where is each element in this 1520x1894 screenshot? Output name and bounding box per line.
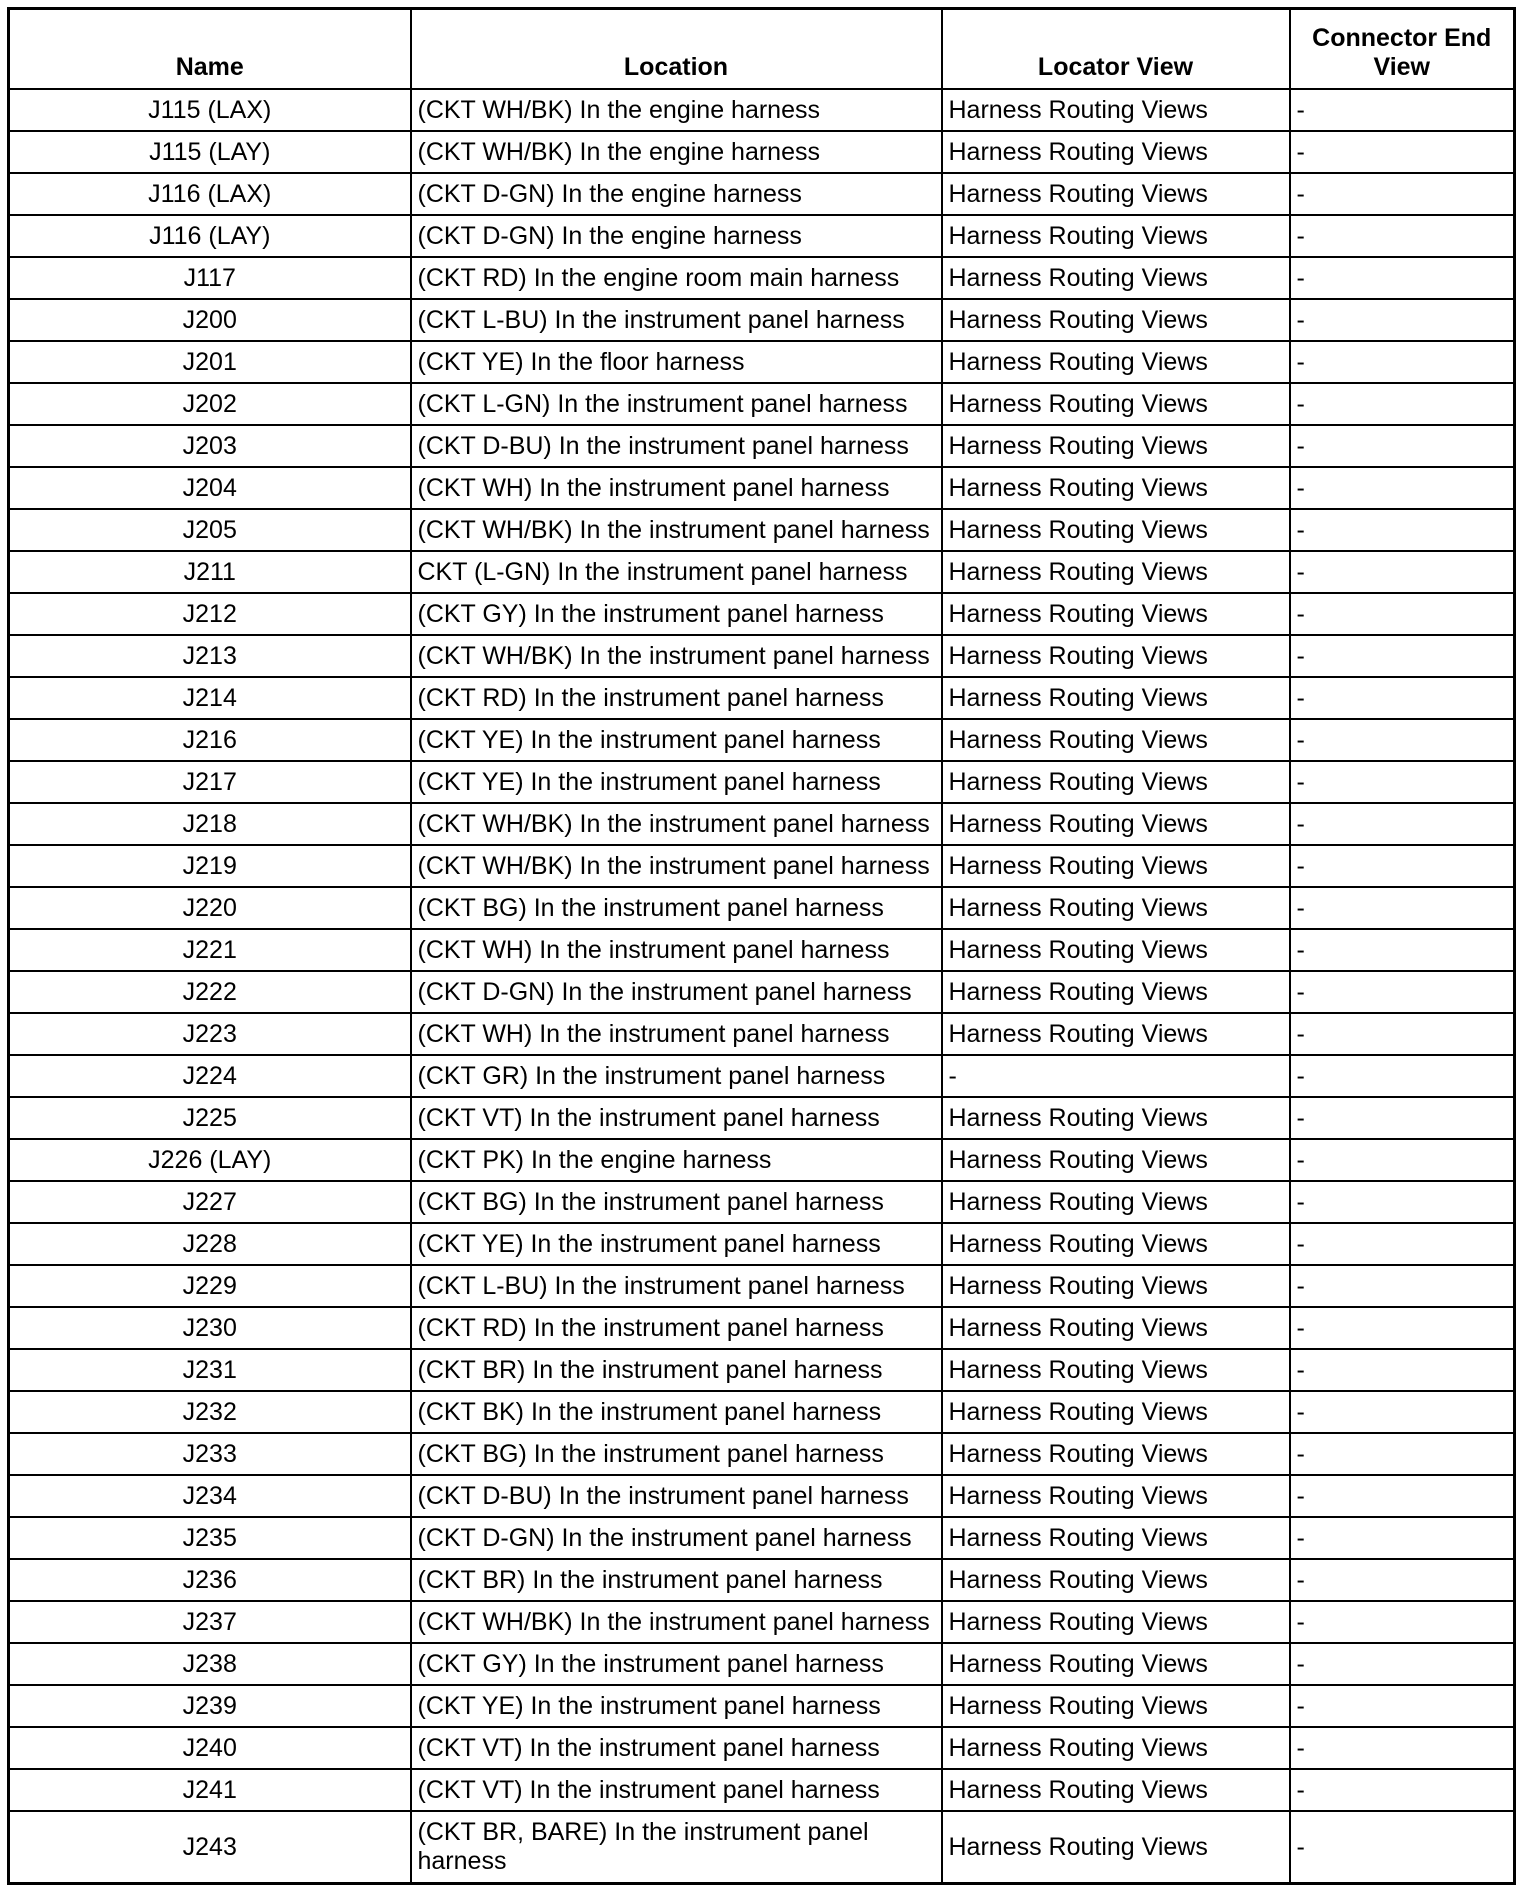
- cell-name: J116 (LAX): [9, 173, 411, 215]
- cell-name: J235: [9, 1517, 411, 1559]
- table-body: [9, 89, 1515, 1884]
- cell-connector-end-view: -: [1290, 257, 1515, 299]
- cell-locator-view: Harness Routing Views: [942, 929, 1290, 971]
- cell-location: (CKT L-BU) In the instrument panel harness: [411, 1265, 942, 1307]
- table-row: [9, 1055, 1515, 1097]
- cell-locator-view: Harness Routing Views: [942, 1307, 1290, 1349]
- cell-connector-end-view: -: [1290, 1769, 1515, 1811]
- cell-connector-end-view: -: [1290, 1727, 1515, 1769]
- cell-location: (CKT YE) In the instrument panel harness: [411, 719, 942, 761]
- cell-connector-end-view: -: [1290, 1139, 1515, 1181]
- table-row: [9, 1013, 1515, 1055]
- cell-connector-end-view: -: [1290, 1391, 1515, 1433]
- cell-name: J223: [9, 1013, 411, 1055]
- table-row: [9, 803, 1515, 845]
- cell-name: J212: [9, 593, 411, 635]
- cell-name: J239: [9, 1685, 411, 1727]
- cell-connector-end-view: -: [1290, 1433, 1515, 1475]
- cell-location: (CKT BR) In the instrument panel harness: [411, 1349, 942, 1391]
- table-row: [9, 761, 1515, 803]
- cell-name: J226 (LAY): [9, 1139, 411, 1181]
- cell-locator-view: Harness Routing Views: [942, 131, 1290, 173]
- cell-connector-end-view: -: [1290, 1685, 1515, 1727]
- cell-locator-view: Harness Routing Views: [942, 1475, 1290, 1517]
- cell-locator-view: Harness Routing Views: [942, 1181, 1290, 1223]
- table-row: [9, 971, 1515, 1013]
- cell-connector-end-view: -: [1290, 1643, 1515, 1685]
- cell-location: (CKT WH) In the instrument panel harness: [411, 929, 942, 971]
- cell-connector-end-view: -: [1290, 1181, 1515, 1223]
- table-row: [9, 1181, 1515, 1223]
- cell-locator-view: Harness Routing Views: [942, 1643, 1290, 1685]
- cell-locator-view: Harness Routing Views: [942, 383, 1290, 425]
- cell-location: (CKT D-GN) In the engine harness: [411, 173, 942, 215]
- cell-location: (CKT RD) In the engine room main harness: [411, 257, 942, 299]
- cell-location: (CKT WH/BK) In the instrument panel harness: [411, 509, 942, 551]
- cell-location: (CKT YE) In the instrument panel harness: [411, 1685, 942, 1727]
- cell-name: J213: [9, 635, 411, 677]
- cell-locator-view: Harness Routing Views: [942, 803, 1290, 845]
- cell-name: J228: [9, 1223, 411, 1265]
- cell-location: (CKT BR) In the instrument panel harness: [411, 1559, 942, 1601]
- cell-connector-end-view: -: [1290, 1349, 1515, 1391]
- cell-connector-end-view: -: [1290, 1013, 1515, 1055]
- cell-locator-view: Harness Routing Views: [942, 635, 1290, 677]
- table-row: [9, 1643, 1515, 1685]
- cell-connector-end-view: -: [1290, 1265, 1515, 1307]
- cell-connector-end-view: -: [1290, 1601, 1515, 1643]
- cell-name: J218: [9, 803, 411, 845]
- table-row: [9, 635, 1515, 677]
- cell-connector-end-view: -: [1290, 1475, 1515, 1517]
- cell-connector-end-view: -: [1290, 719, 1515, 761]
- cell-name: J230: [9, 1307, 411, 1349]
- cell-connector-end-view: -: [1290, 1055, 1515, 1097]
- table-row: [9, 719, 1515, 761]
- table-row: [9, 341, 1515, 383]
- cell-connector-end-view: -: [1290, 1223, 1515, 1265]
- cell-name: J219: [9, 845, 411, 887]
- cell-connector-end-view: -: [1290, 929, 1515, 971]
- cell-location: (CKT L-BU) In the instrument panel harness: [411, 299, 942, 341]
- cell-name: J117: [9, 257, 411, 299]
- cell-locator-view: Harness Routing Views: [942, 971, 1290, 1013]
- cell-locator-view: Harness Routing Views: [942, 1265, 1290, 1307]
- cell-locator-view: Harness Routing Views: [942, 425, 1290, 467]
- table-row: [9, 1517, 1515, 1559]
- cell-location: (CKT BR, BARE) In the instrument panel harness: [411, 1811, 942, 1884]
- cell-location: (CKT RD) In the instrument panel harness: [411, 1307, 942, 1349]
- cell-connector-end-view: -: [1290, 1811, 1515, 1884]
- cell-locator-view: Harness Routing Views: [942, 719, 1290, 761]
- cell-connector-end-view: -: [1290, 425, 1515, 467]
- cell-connector-end-view: -: [1290, 299, 1515, 341]
- table-row: [9, 1727, 1515, 1769]
- cell-location: (CKT WH/BK) In the engine harness: [411, 89, 942, 131]
- cell-location: (CKT WH/BK) In the instrument panel harness: [411, 845, 942, 887]
- cell-locator-view: Harness Routing Views: [942, 1349, 1290, 1391]
- cell-location: (CKT BG) In the instrument panel harness: [411, 1433, 942, 1475]
- cell-locator-view: Harness Routing Views: [942, 467, 1290, 509]
- cell-name: J216: [9, 719, 411, 761]
- cell-connector-end-view: -: [1290, 383, 1515, 425]
- cell-connector-end-view: -: [1290, 509, 1515, 551]
- table-row: [9, 1223, 1515, 1265]
- table-row: [9, 1559, 1515, 1601]
- cell-name: J225: [9, 1097, 411, 1139]
- table-row: [9, 1769, 1515, 1811]
- cell-connector-end-view: -: [1290, 887, 1515, 929]
- cell-locator-view: Harness Routing Views: [942, 1601, 1290, 1643]
- cell-locator-view: Harness Routing Views: [942, 1769, 1290, 1811]
- cell-location: (CKT WH/BK) In the instrument panel harness: [411, 1601, 942, 1643]
- table-row: [9, 1139, 1515, 1181]
- cell-connector-end-view: -: [1290, 677, 1515, 719]
- cell-location: (CKT BK) In the instrument panel harness: [411, 1391, 942, 1433]
- cell-connector-end-view: -: [1290, 341, 1515, 383]
- cell-location: (CKT VT) In the instrument panel harness: [411, 1727, 942, 1769]
- cell-connector-end-view: -: [1290, 173, 1515, 215]
- cell-location: (CKT VT) In the instrument panel harness: [411, 1769, 942, 1811]
- cell-locator-view: Harness Routing Views: [942, 887, 1290, 929]
- cell-connector-end-view: -: [1290, 89, 1515, 131]
- table-row: [9, 467, 1515, 509]
- cell-name: J116 (LAY): [9, 215, 411, 257]
- cell-connector-end-view: -: [1290, 1307, 1515, 1349]
- cell-name: J217: [9, 761, 411, 803]
- cell-locator-view: Harness Routing Views: [942, 1013, 1290, 1055]
- cell-name: J240: [9, 1727, 411, 1769]
- cell-name: J221: [9, 929, 411, 971]
- cell-locator-view: Harness Routing Views: [942, 299, 1290, 341]
- cell-name: J201: [9, 341, 411, 383]
- cell-name: J204: [9, 467, 411, 509]
- cell-connector-end-view: -: [1290, 593, 1515, 635]
- cell-location: (CKT WH/BK) In the engine harness: [411, 131, 942, 173]
- cell-locator-view: Harness Routing Views: [942, 89, 1290, 131]
- cell-locator-view: Harness Routing Views: [942, 551, 1290, 593]
- cell-connector-end-view: -: [1290, 215, 1515, 257]
- table-row: [9, 89, 1515, 131]
- cell-locator-view: Harness Routing Views: [942, 1727, 1290, 1769]
- table-row: [9, 299, 1515, 341]
- cell-locator-view: Harness Routing Views: [942, 173, 1290, 215]
- cell-connector-end-view: -: [1290, 1559, 1515, 1601]
- cell-locator-view: Harness Routing Views: [942, 341, 1290, 383]
- cell-name: J231: [9, 1349, 411, 1391]
- connector-table: [7, 7, 1516, 1885]
- table-row: [9, 509, 1515, 551]
- cell-location: (CKT BG) In the instrument panel harness: [411, 1181, 942, 1223]
- cell-name: J236: [9, 1559, 411, 1601]
- table-row: [9, 425, 1515, 467]
- cell-name: J233: [9, 1433, 411, 1475]
- cell-location: (CKT YE) In the instrument panel harness: [411, 761, 942, 803]
- table-row: [9, 173, 1515, 215]
- cell-location: (CKT BG) In the instrument panel harness: [411, 887, 942, 929]
- cell-location: (CKT D-GN) In the engine harness: [411, 215, 942, 257]
- cell-name: J241: [9, 1769, 411, 1811]
- header-location: Location: [411, 9, 942, 90]
- cell-location: (CKT YE) In the instrument panel harness: [411, 1223, 942, 1265]
- cell-connector-end-view: -: [1290, 635, 1515, 677]
- cell-connector-end-view: -: [1290, 845, 1515, 887]
- cell-connector-end-view: -: [1290, 1517, 1515, 1559]
- cell-name: J227: [9, 1181, 411, 1223]
- cell-name: J205: [9, 509, 411, 551]
- cell-name: J202: [9, 383, 411, 425]
- cell-connector-end-view: -: [1290, 1097, 1515, 1139]
- cell-location: (CKT RD) In the instrument panel harness: [411, 677, 942, 719]
- cell-locator-view: Harness Routing Views: [942, 215, 1290, 257]
- cell-location: (CKT GY) In the instrument panel harness: [411, 1643, 942, 1685]
- cell-name: J115 (LAY): [9, 131, 411, 173]
- cell-location: (CKT WH/BK) In the instrument panel harness: [411, 635, 942, 677]
- cell-name: J222: [9, 971, 411, 1013]
- cell-name: J237: [9, 1601, 411, 1643]
- cell-location: (CKT PK) In the engine harness: [411, 1139, 942, 1181]
- cell-locator-view: Harness Routing Views: [942, 593, 1290, 635]
- cell-locator-view: Harness Routing Views: [942, 257, 1290, 299]
- cell-name: J238: [9, 1643, 411, 1685]
- cell-locator-view: Harness Routing Views: [942, 1433, 1290, 1475]
- header-name: Name: [9, 9, 411, 90]
- table-row: [9, 1097, 1515, 1139]
- table-row: [9, 1811, 1515, 1884]
- cell-location: (CKT YE) In the floor harness: [411, 341, 942, 383]
- table-row: [9, 677, 1515, 719]
- cell-location: (CKT D-GN) In the instrument panel harness: [411, 1517, 942, 1559]
- table-row: [9, 845, 1515, 887]
- table-row: [9, 215, 1515, 257]
- cell-name: J220: [9, 887, 411, 929]
- cell-name: J243: [9, 1811, 411, 1884]
- table-row: [9, 1265, 1515, 1307]
- cell-location: (CKT D-BU) In the instrument panel harness: [411, 1475, 942, 1517]
- cell-locator-view: Harness Routing Views: [942, 1097, 1290, 1139]
- cell-locator-view: -: [942, 1055, 1290, 1097]
- cell-location: (CKT WH/BK) In the instrument panel harness: [411, 803, 942, 845]
- table-row: [9, 1475, 1515, 1517]
- table-row: [9, 257, 1515, 299]
- table-row: [9, 551, 1515, 593]
- cell-locator-view: Harness Routing Views: [942, 1517, 1290, 1559]
- header-locator-view: Locator View: [942, 9, 1290, 90]
- cell-name: J229: [9, 1265, 411, 1307]
- table-row: [9, 1685, 1515, 1727]
- cell-connector-end-view: -: [1290, 467, 1515, 509]
- cell-connector-end-view: -: [1290, 551, 1515, 593]
- cell-locator-view: Harness Routing Views: [942, 1811, 1290, 1884]
- table-row: [9, 1349, 1515, 1391]
- cell-name: J214: [9, 677, 411, 719]
- cell-name: J115 (LAX): [9, 89, 411, 131]
- table-row: [9, 1433, 1515, 1475]
- table-row: [9, 887, 1515, 929]
- cell-locator-view: Harness Routing Views: [942, 761, 1290, 803]
- cell-name: J200: [9, 299, 411, 341]
- cell-location: (CKT D-GN) In the instrument panel harness: [411, 971, 942, 1013]
- cell-location: (CKT D-BU) In the instrument panel harness: [411, 425, 942, 467]
- header-connector-end-view: Connector End View: [1290, 9, 1515, 90]
- cell-connector-end-view: -: [1290, 971, 1515, 1013]
- cell-location: (CKT VT) In the instrument panel harness: [411, 1097, 942, 1139]
- table-row: [9, 929, 1515, 971]
- cell-location: (CKT L-GN) In the instrument panel harness: [411, 383, 942, 425]
- cell-locator-view: Harness Routing Views: [942, 1391, 1290, 1433]
- header-row: [9, 9, 1515, 90]
- table-row: [9, 1601, 1515, 1643]
- table-row: [9, 1391, 1515, 1433]
- cell-location: (CKT WH) In the instrument panel harness: [411, 1013, 942, 1055]
- cell-name: J232: [9, 1391, 411, 1433]
- cell-connector-end-view: -: [1290, 803, 1515, 845]
- cell-locator-view: Harness Routing Views: [942, 845, 1290, 887]
- cell-connector-end-view: -: [1290, 131, 1515, 173]
- cell-locator-view: Harness Routing Views: [942, 1685, 1290, 1727]
- cell-location: (CKT GR) In the instrument panel harness: [411, 1055, 942, 1097]
- cell-locator-view: Harness Routing Views: [942, 509, 1290, 551]
- cell-name: J224: [9, 1055, 411, 1097]
- table-row: [9, 1307, 1515, 1349]
- table-row: [9, 593, 1515, 635]
- table-row: [9, 383, 1515, 425]
- cell-locator-view: Harness Routing Views: [942, 1559, 1290, 1601]
- cell-name: J203: [9, 425, 411, 467]
- cell-location: (CKT WH) In the instrument panel harness: [411, 467, 942, 509]
- cell-locator-view: Harness Routing Views: [942, 1139, 1290, 1181]
- cell-name: J234: [9, 1475, 411, 1517]
- cell-location: CKT (L-GN) In the instrument panel harness: [411, 551, 942, 593]
- cell-locator-view: Harness Routing Views: [942, 1223, 1290, 1265]
- cell-locator-view: Harness Routing Views: [942, 677, 1290, 719]
- cell-connector-end-view: -: [1290, 761, 1515, 803]
- table-row: [9, 131, 1515, 173]
- cell-name: J211: [9, 551, 411, 593]
- cell-location: (CKT GY) In the instrument panel harness: [411, 593, 942, 635]
